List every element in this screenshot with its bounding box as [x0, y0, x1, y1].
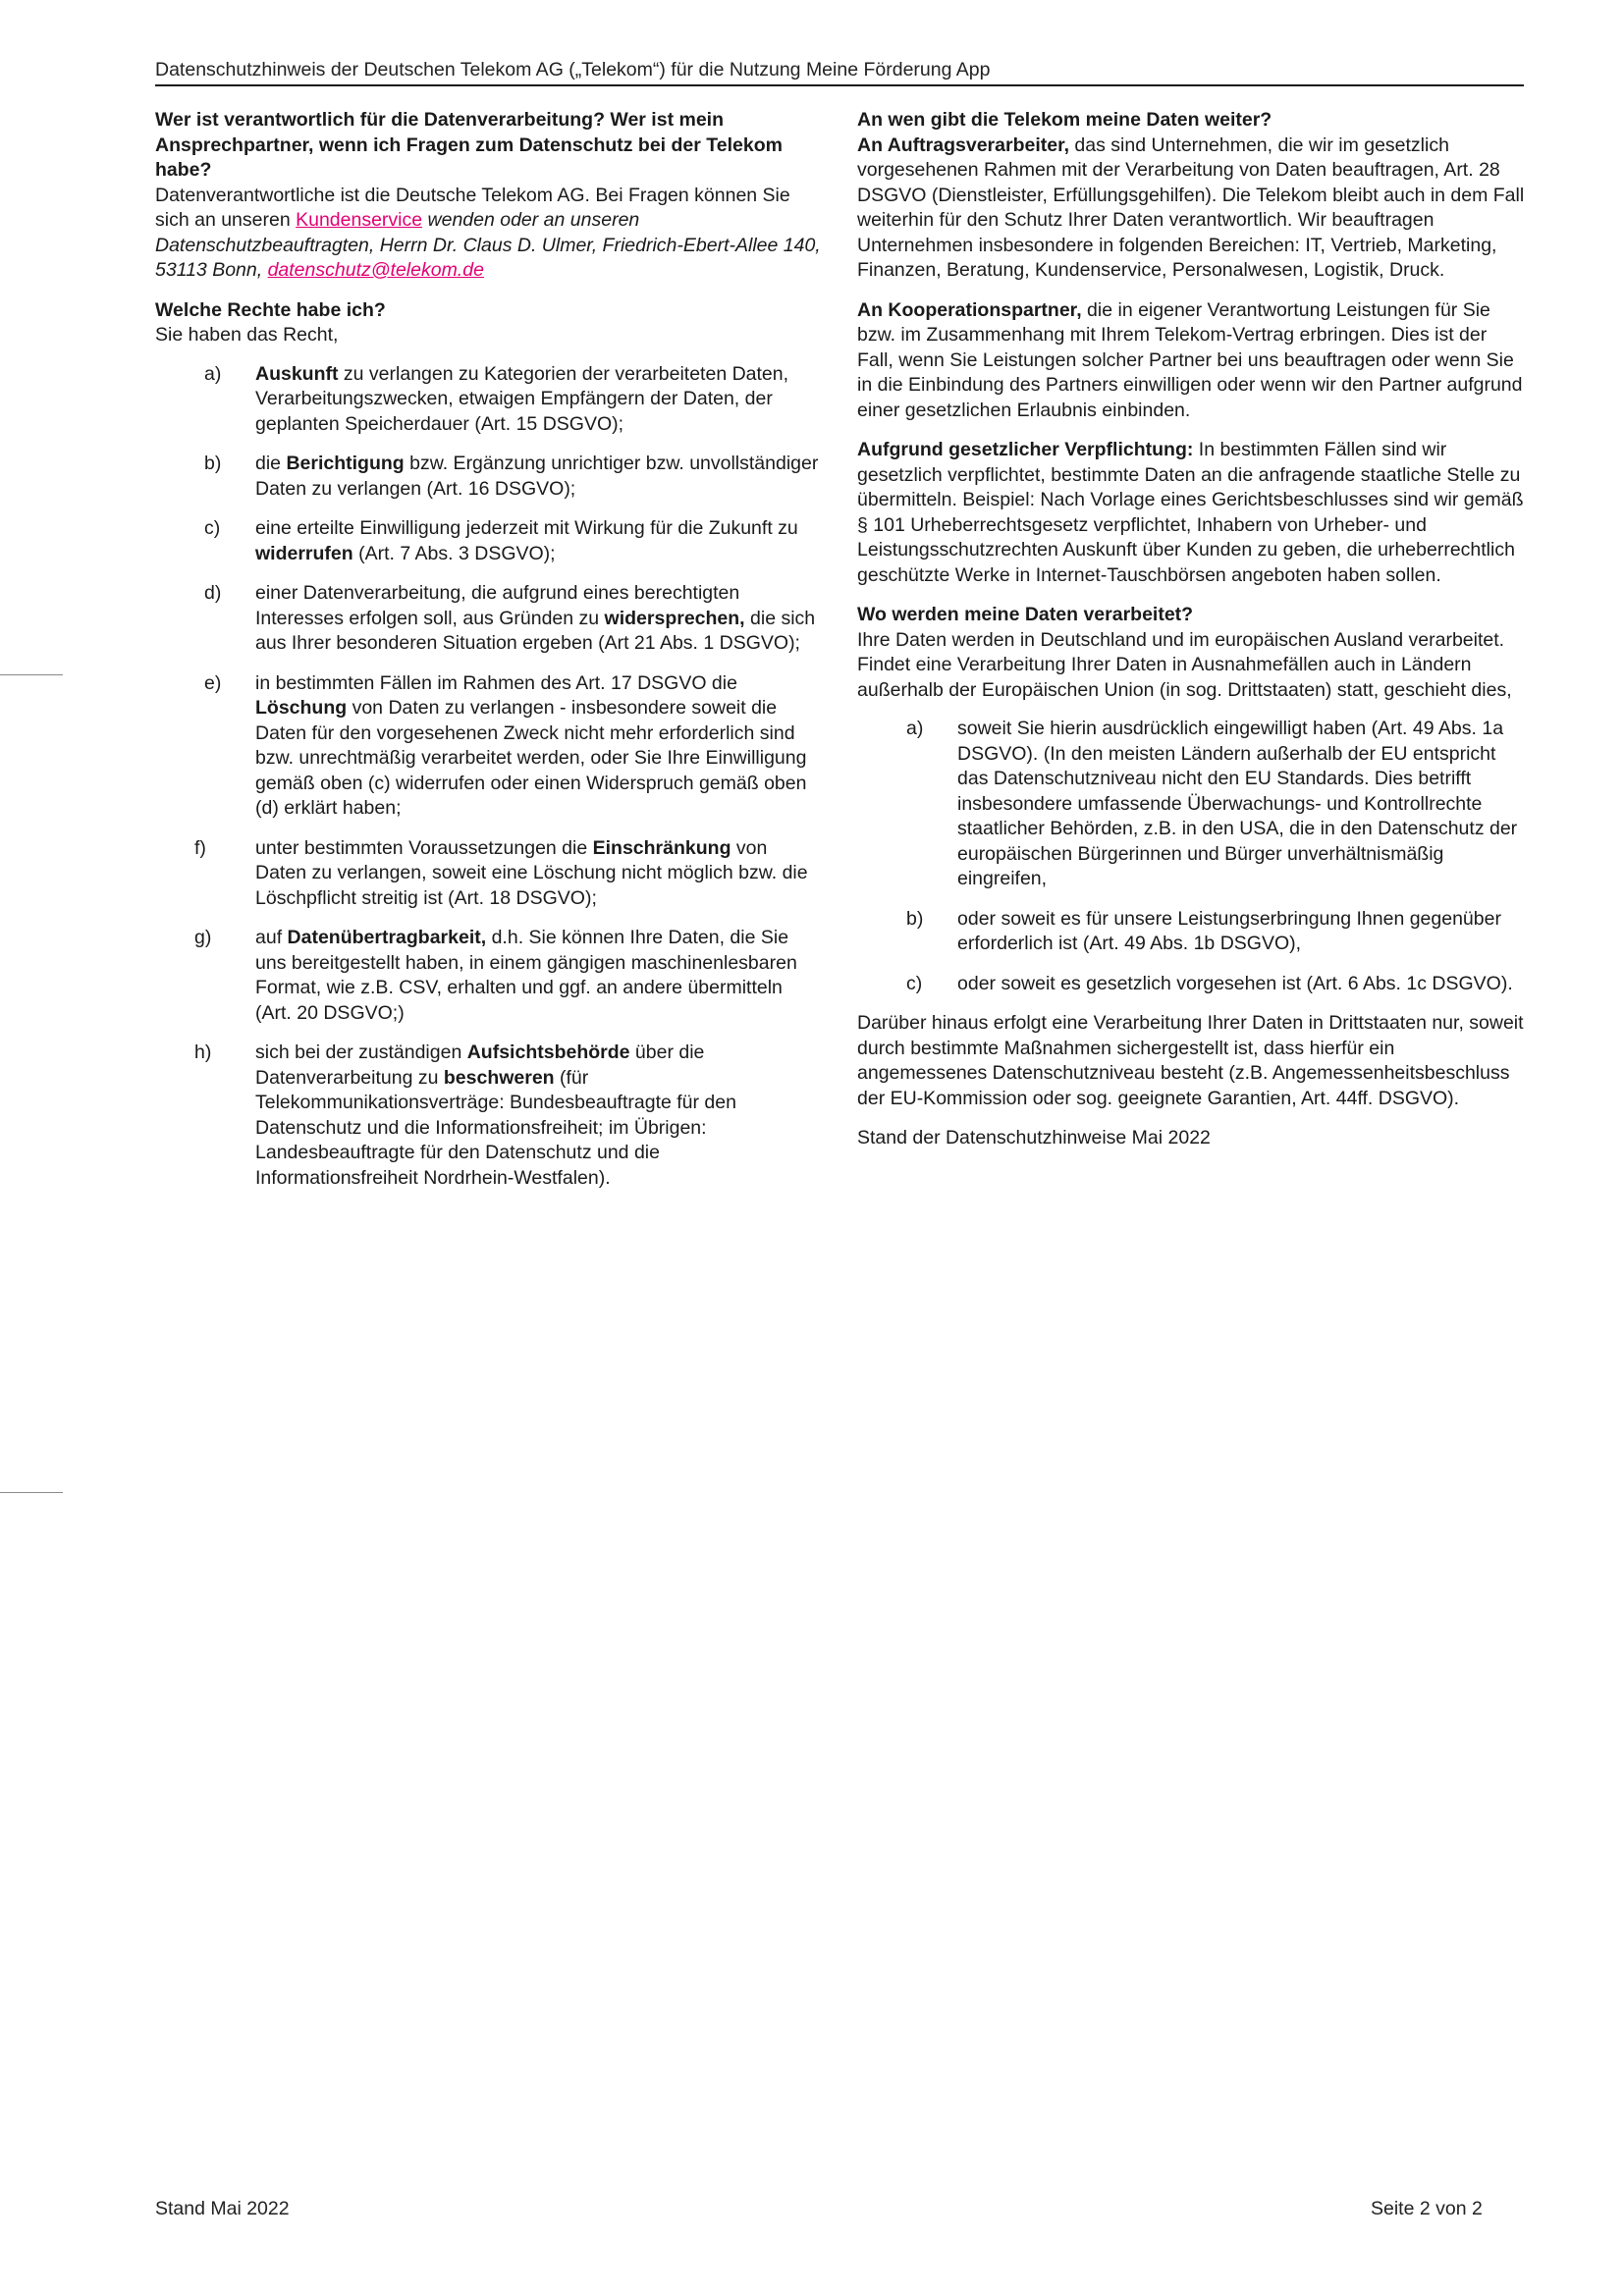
dpo-address-text: wenden oder an unseren Datenschutzbeauftragten, Herrn Dr. Claus D. Ulmer, Friedrich-Ebert-Allee 140, 53113 Bonn,: [155, 209, 821, 281]
item-text: von Daten zu verlangen - insbesondere soweit die Daten für den vorgesehenen Zweck nicht mehr erforderlich sind bzw. unrechtmäßig verarbeitet werden, oder Sie Ihre Einwilligung gemäß oben (c) widerrufen oder einen Widerspruch gemäß oben (d) erklärt haben;: [255, 697, 807, 819]
item-text: bzw. Ergänzung unrichtiger bzw. unvollständiger Daten zu verlangen (Art. 16 DSGVO);: [255, 453, 819, 500]
item-bold: widersprechen,: [604, 607, 745, 629]
body-bold: Aufgrund gesetzlicher Verpflichtung:: [857, 439, 1194, 460]
item-bold: Aufsichtsbehörde: [466, 1041, 630, 1063]
section-body: [155, 184, 823, 284]
list-item: [155, 926, 823, 1026]
body-text: In bestimmten Fällen sind wir gesetzlich verpflichtet, bestimmte Daten an die anfragende staatliche Stelle zu übermitteln. Beispiel: Nach Vorlage eines Gerichtsbeschlusses sind wir gemäß § 101 Urheberrechtsgesetz verpflichtet, Inhabern von Urheber- und Leistungsschutzrechten Auskunft über Kunden zu geben, die urheberrechtlich geschützte Werke in Internet-Tauschbörsen angeboten haben sollen.: [857, 439, 1524, 586]
item-text: eine erteilte Einwilligung jederzeit mit Wirkung für die Zukunft zu: [255, 517, 798, 539]
body-bold: An Auftragsverarbeiter,: [857, 133, 1070, 156]
section-heading: An wen gibt die Telekom meine Daten weiter?: [857, 109, 1272, 131]
item-text: in bestimmten Fällen im Rahmen des Art. 17 DSGVO die: [255, 671, 737, 694]
footer-date: Stand Mai 2022: [155, 2198, 290, 2219]
item-bold: Datenübertragbarkeit,: [287, 927, 487, 948]
kundenservice-link[interactable]: Kundenservice: [296, 209, 423, 231]
item-text: oder soweit es für unsere Leistungserbringung Ihnen gegenüber erforderlich ist (Art. 49 Abs. 1b DSGVO),: [957, 907, 1501, 954]
item-text: unter bestimmten Voraussetzungen die: [255, 836, 593, 859]
item-text: von Daten zu verlangen, soweit eine Löschung nicht möglich bzw. die Löschpflicht streitig ist (Art. 18 DSGVO);: [255, 836, 808, 909]
list-item: [155, 452, 823, 502]
list-item: [155, 671, 823, 822]
body-bold: An Kooperationspartner,: [857, 298, 1082, 321]
right-column: [857, 108, 1525, 1166]
body-text: Datenverantwortliche ist die Deutsche Telekom AG. Bei Fragen können Sie sich an unseren: [155, 184, 790, 231]
list-marker: f): [194, 836, 206, 859]
third-country-list: [857, 717, 1525, 996]
item-text: die: [255, 453, 287, 474]
section-responsible: [155, 108, 823, 284]
email-link[interactable]: datenschutz@telekom.de: [267, 259, 484, 281]
list-item: [155, 836, 823, 912]
footer-page-number: Seite 2 von 2: [1371, 2198, 1483, 2219]
fold-mark-top: [0, 674, 63, 675]
item-text: soweit Sie hierin ausdrücklich eingewilligt haben (Art. 49 Abs. 1a DSGVO). (In den meisten Ländern außerhalb der EU entspricht das Datenschutzniveau nicht den EU Standards. Dies betrifft insbesondere umfassende Überwachungs- und Kontrollrechte staatlicher Behörden, z.B. in den USA, die in den Datenschutz der europäischen Bürgerinnen und Bürger unverhältnismäßig eingreifen,: [957, 718, 1518, 889]
list-marker: c): [906, 972, 923, 994]
item-bold: widerrufen: [255, 542, 353, 564]
list-marker: b): [906, 907, 924, 930]
item-bold: Löschung: [255, 697, 348, 719]
list-marker: c): [204, 517, 221, 539]
section-body: [857, 298, 1525, 424]
list-marker: e): [204, 671, 222, 694]
section-stand: [857, 1126, 1525, 1151]
list-marker: d): [204, 582, 222, 604]
list-marker: g): [194, 927, 212, 948]
list-marker: a): [906, 718, 924, 739]
header-divider: [155, 84, 1524, 86]
item-text: sich bei der zuständigen: [255, 1041, 467, 1063]
item-bold: Auskunft: [255, 362, 339, 385]
item-text: (Art. 7 Abs. 3 DSGVO);: [352, 542, 556, 564]
item-bold: Einschränkung: [592, 836, 731, 859]
fold-mark-bottom: [0, 1492, 63, 1493]
section-processing-location: [857, 603, 1525, 1111]
page-header-title: Datenschutzhinweis der Deutschen Telekom AG („Telekom“) für die Nutzung Meine Förderung App: [155, 59, 991, 80]
item-text: auf: [255, 927, 288, 948]
rights-list: [155, 362, 823, 1192]
body-text: das sind Unternehmen, die wir im gesetzlich vorgesehenen Rahmen mit der Verarbeitung von Daten beauftragen, Art. 28 DSGVO (Dienstleister, Erfüllungsgehilfen). Die Telekom bleibt auch in dem Fall weiterhin für den Schutz Ihrer Daten verantwortlich. Wir beauftragen Unternehmen insbesondere in folgenden Bereichen: IT, Vertrieb, Marketing, Finanzen, Beratung, Kundenservice, Personalwesen, Logistik, Druck.: [857, 133, 1525, 281]
section-cooperation-partners: [857, 298, 1525, 424]
list-item: [155, 1041, 823, 1191]
list-marker: a): [204, 362, 222, 385]
section-heading: Wo werden meine Daten verarbeitet?: [857, 604, 1194, 625]
item-text: (für Telekommunikationsverträge: Bundesbeauftragte für den Datenschutz und die Informationsfreiheit; im Übrigen: Landesbeauftragte für den Datenschutz und die Informationsfreiheit Nordrhein-Westfalen).: [255, 1066, 736, 1189]
list-item: [857, 907, 1525, 957]
item-bold: Berichtigung: [286, 453, 405, 474]
item-text: oder soweit es gesetzlich vorgesehen ist (Art. 6 Abs. 1c DSGVO).: [957, 972, 1513, 994]
section-heading: Wer ist verantwortlich für die Datenverarbeitung? Wer ist mein Ansprechpartner, wenn ich Fragen zum Datenschutz bei der Telekom habe?: [155, 109, 783, 181]
section-body: Ihre Daten werden in Deutschland und im europäischen Ausland verarbeitet. Findet eine Verarbeitung Ihrer Daten in Ausnahmefällen auch in Ländern außerhalb der Europäischen Union (in sog. Drittstaaten) statt, geschieht dies,: [857, 628, 1512, 701]
list-item: [155, 581, 823, 657]
item-text: die sich aus Ihrer besonderen Situation ergeben (Art 21 Abs. 1 DSGVO);: [255, 607, 816, 654]
section-body: [857, 438, 1525, 588]
section-heading: Welche Rechte habe ich?: [155, 298, 386, 321]
list-marker: b): [204, 453, 222, 474]
list-marker: h): [194, 1041, 212, 1063]
section-recipients: [857, 108, 1525, 284]
item-text: zu verlangen zu Kategorien der verarbeiteten Daten, Verarbeitungszwecken, etwaigen Empfängern der Daten, der geplanten Speicherdauer (Art. 15 DSGVO);: [255, 362, 789, 435]
list-item: [155, 362, 823, 438]
item-bold: beschweren: [443, 1066, 555, 1089]
list-item: [857, 972, 1525, 997]
section-legal-obligation: [857, 438, 1525, 588]
item-text: über die Datenverarbeitung zu: [255, 1041, 705, 1089]
stand-text: Stand der Datenschutzhinweise Mai 2022: [857, 1127, 1211, 1148]
item-text: d.h. Sie können Ihre Daten, die Sie uns bereitgestellt haben, in einem gängigen maschinenlesbaren Format, wie z.B. CSV, erhalten und ggf. an andere übermitteln (Art. 20 DSGVO;): [255, 927, 797, 1024]
section-body: [857, 133, 1525, 284]
list-item: [155, 516, 823, 566]
rights-intro: Sie haben das Recht,: [155, 324, 339, 346]
left-column: [155, 108, 823, 1205]
list-item: [857, 717, 1525, 892]
body-text: die in eigener Verantwortung Leistungen für Sie bzw. im Zusammenhang mit Ihrem Telekom-Vertrag erbringen. Dies ist der Fall, wenn Sie Leistungen solcher Partner bei uns beauftragen oder wenn Sie in die Einbindung des Partners einwilligen oder wenn wir den Partner aufgrund einer gesetzlichen Erlaubnis einbinden.: [857, 298, 1523, 421]
closing-paragraph: Darüber hinaus erfolgt eine Verarbeitung Ihrer Daten in Drittstaaten nur, soweit durch bestimmte Maßnahmen sichergestellt ist, dass hierfür ein angemessenes Datenschutzniveau besteht (z.B. Angemessenheitsbeschluss der EU-Kommission oder sog. geeignete Garantien, Art. 44ff. DSGVO).: [857, 1012, 1524, 1109]
section-rights: [155, 298, 823, 1192]
item-text: einer Datenverarbeitung, die aufgrund eines berechtigten Interesses erfolgen soll, aus Gründen zu: [255, 582, 740, 629]
